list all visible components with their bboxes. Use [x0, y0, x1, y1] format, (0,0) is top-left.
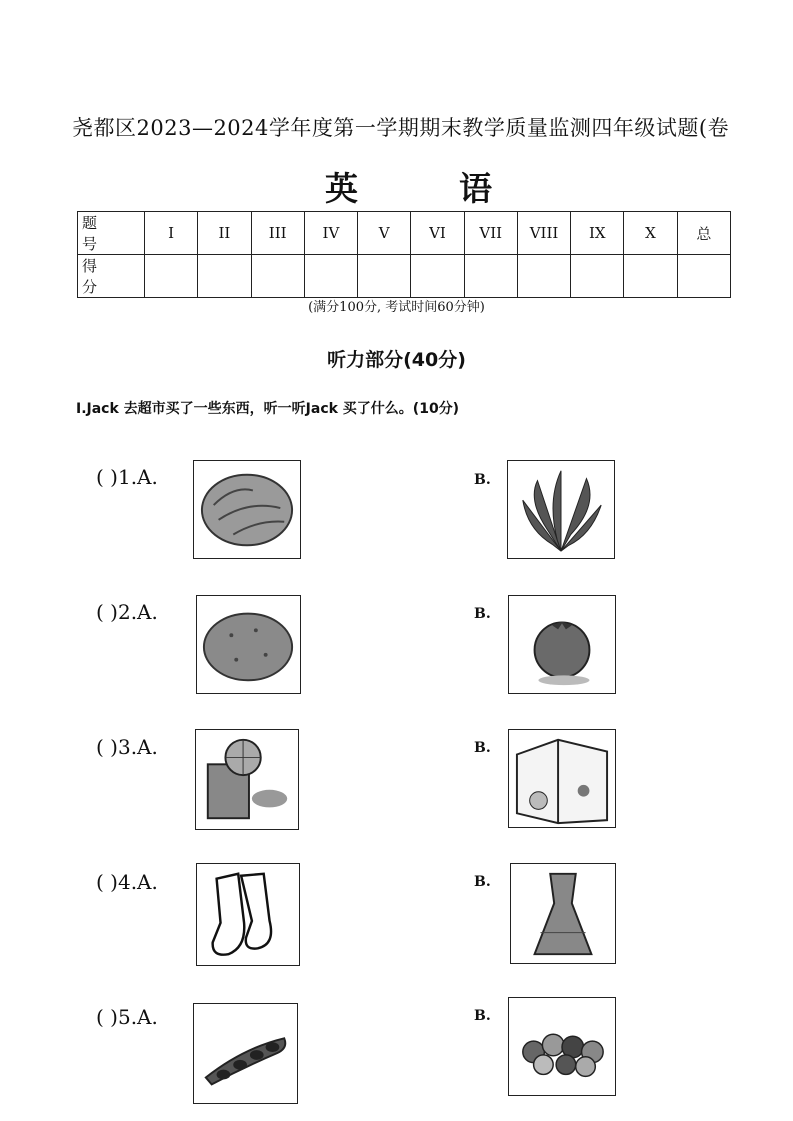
score-table: [77, 211, 731, 298]
socks-image[interactable]: [196, 863, 300, 966]
row-label-question: 题 号: [78, 212, 145, 255]
question-1-option-b: B.: [474, 472, 491, 488]
green-beans-image[interactable]: [193, 1003, 298, 1104]
score-table-header-row: [78, 212, 731, 255]
question-2-number: ( )2.A.: [96, 600, 158, 624]
score-col-6: VI: [411, 212, 464, 255]
exam-note: (满分100分, 考试时间60分钟): [308, 300, 485, 315]
question-2-option-b: B.: [474, 606, 491, 622]
orange-juice-image[interactable]: [195, 729, 299, 830]
milk-carton-image[interactable]: [508, 729, 616, 828]
tomato-image[interactable]: [508, 595, 616, 694]
spinach-image[interactable]: [507, 460, 615, 559]
score-col-total: 总: [677, 212, 730, 255]
question-3-option-b: B.: [474, 740, 491, 756]
subject-char-2: 语: [459, 169, 492, 208]
candies-image[interactable]: [508, 997, 616, 1096]
score-cell[interactable]: [517, 255, 570, 298]
question-5-number: ( )5.A.: [96, 1005, 158, 1029]
score-table-score-row: [78, 255, 731, 298]
question-4-number: ( )4.A.: [96, 870, 158, 894]
dress-image[interactable]: [510, 863, 616, 964]
score-cell[interactable]: [251, 255, 304, 298]
score-cell[interactable]: [677, 255, 730, 298]
score-cell[interactable]: [464, 255, 517, 298]
score-cell[interactable]: [571, 255, 624, 298]
score-col-7: VII: [464, 212, 517, 255]
score-cell[interactable]: [304, 255, 357, 298]
bread-image[interactable]: [193, 460, 301, 559]
score-col-2: II: [198, 212, 251, 255]
question-4-option-b: B.: [474, 874, 491, 890]
exam-title: 尧都区2023—2024学年度第一学期期末教学质量监测四年级试题(卷: [72, 116, 730, 140]
instruction: I.Jack 去超市买了一些东西，听一听Jack 买了什么。(10分): [76, 401, 460, 417]
score-col-10: X: [624, 212, 677, 255]
score-cell[interactable]: [411, 255, 464, 298]
subject-char-1: 英: [325, 169, 358, 208]
score-col-3: III: [251, 212, 304, 255]
score-cell[interactable]: [145, 255, 198, 298]
potato-image[interactable]: [196, 595, 301, 694]
score-col-8: VIII: [517, 212, 570, 255]
question-3-number: ( )3.A.: [96, 735, 158, 759]
score-col-9: IX: [571, 212, 624, 255]
question-5-option-b: B.: [474, 1008, 491, 1024]
score-col-5: V: [358, 212, 411, 255]
section-title: 听力部分(40分): [327, 349, 466, 371]
row-label-score: 得 分: [78, 255, 145, 298]
score-cell[interactable]: [358, 255, 411, 298]
score-col-4: IV: [304, 212, 357, 255]
score-cell[interactable]: [198, 255, 251, 298]
score-col-1: I: [145, 212, 198, 255]
score-cell[interactable]: [624, 255, 677, 298]
question-1-number: ( )1.A.: [96, 465, 158, 489]
